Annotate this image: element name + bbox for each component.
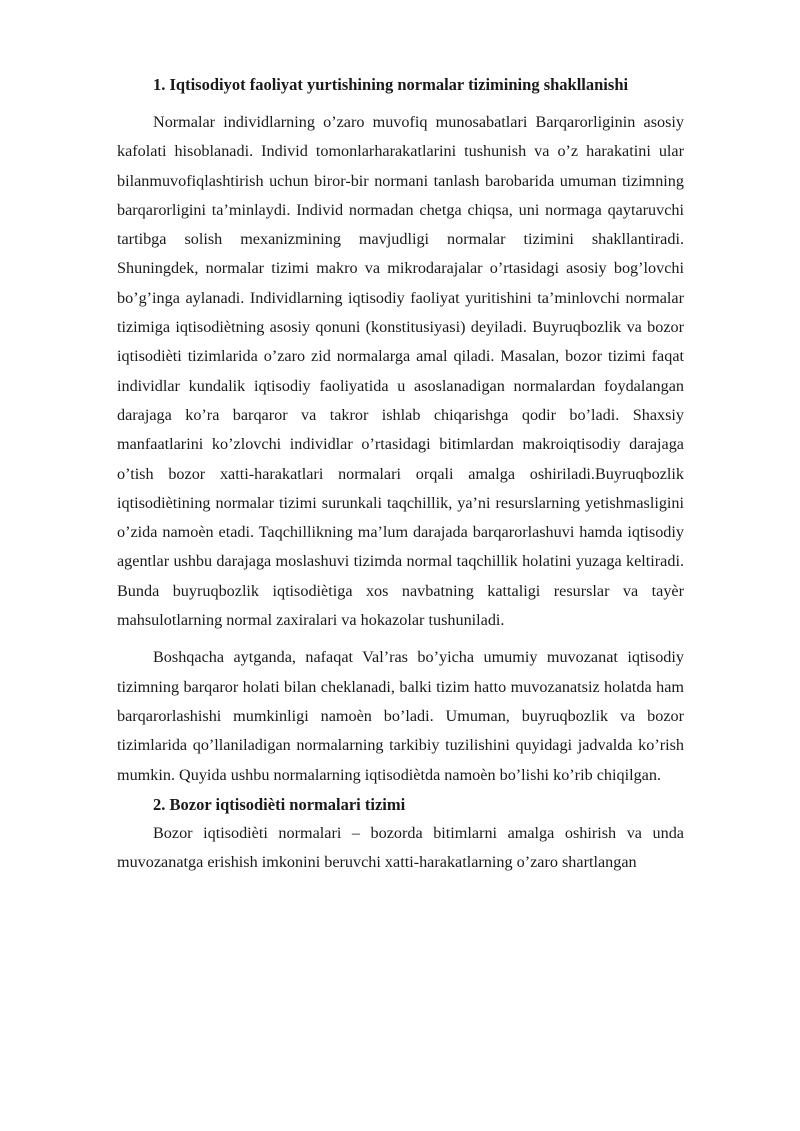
section-1-paragraph-1: Normalar individlarning o’zaro muvofiq munosabatlari Barqarorliginin asosiy kafolati hisoblanadi. Individ tomonlarharakatlarini tushunish va o’z harakatini ular bilanmuvofiqlashtirish uchun biror-bir normani tanlash barobarida umuman tizimning barqarorligini ta’minlaydi. Individ normadan chetga chiqsa, uni normaga qaytaruvchi tartibga solish mexanizmining mavjudligi normalar tizimini shakllantiradi. Shuningdek, normalar tizimi makro va mikrodarajalar o’rtasidagi asosiy bog’lovchi bo’g’inga aylanadi. Individlarning iqtisodiy faoliyat yuritishini ta’minlovchi normalar tizimiga iqtisodiètning asosiy qonuni (konstitusiyasi) deyiladi. Buyruqbozlik va bozor iqtisodièti tizimlarida o’zaro zid normalarga amal qiladi. Masalan, bozor tizimi faqat individlar kundalik iqtisodiy faoliyatida u asoslanadigan normalardan foydalangan darajaga ko’ra barqaror va takror ishlab chiqarishga qodir bo’ladi. Shaxsiy manfaatlarini ko’zlovchi individlar o’rtasidagi bitimlardan makroiqtisodiy darajaga o’tish bozor xatti-harakatlari normalari orqali amalga oshiriladi.Buyruqbozlik iqtisodiètining normalar tizimi surunkali taqchillik, ya’ni resurslarning yetishmasligini o’zida namoèn etadi. Taqchillikning ma’lum darajada barqarorlashuvi hamda iqtisodiy agentlar ushbu darajaga moslashuvi tizimda normal taqchillik holatini yuzaga keltiradi. Bunda buyruqbozlik iqtisodiètiga xos navbatning kattaligi resurslar va tayèr mahsulotlarning normal zaxiralari va hokazolar tushuniladi. — [117, 113, 684, 630]
section-2-title: 2. Bozor iqtisodièti normalari tizimi — [153, 794, 406, 814]
section-1-title: 1. Iqtisodiyot faoliyat yurtishining normalar tizimining shakllanishi — [153, 75, 629, 94]
section-2-paragraph-1: Bozor iqtisodièti normalari – bozorda bitimlarni amalga oshirish va unda muvozanatga erishish imkonini beruvchi xatti-harakatlarning o’zaro shartlangan — [117, 823, 684, 872]
document-page — [117, 72, 684, 877]
section-1-paragraph-2: Boshqacha aytganda, nafaqat Val’ras bo’yicha umumiy muvozanat iqtisodiy tizimning barqaror holati bilan cheklanadi, balki tizim hatto muvozanatsiz holatda ham barqarorlashishi mumkinligi namoèn bo’ladi. Umuman, buyruqbozlik va bozor tizimlarida qo’llaniladigan normalarning tarkibiy tuzilishini quyidagi jadvalda ko’rish mumkin. Quyida ushbu normalarning iqtisodiètda namoèn bo’lishi ko’rib chiqilgan. — [117, 648, 684, 784]
